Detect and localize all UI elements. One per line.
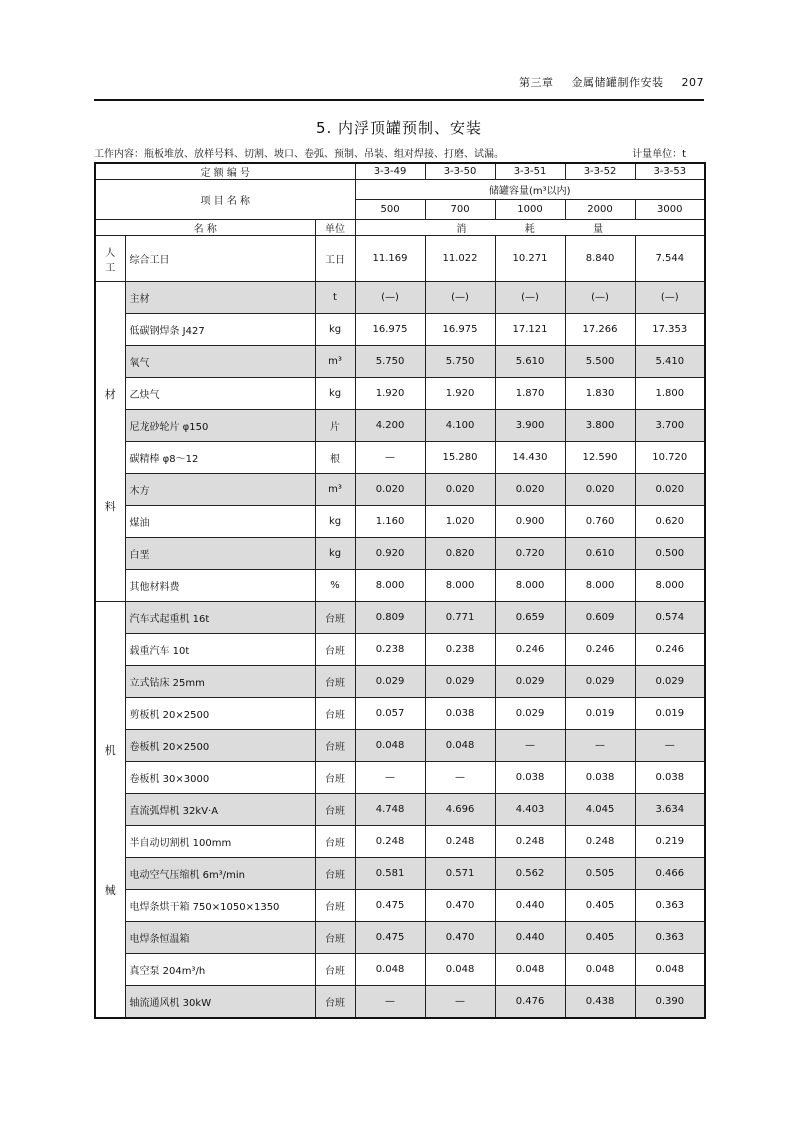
item-value: 5.500	[565, 346, 635, 378]
item-value: 0.020	[425, 474, 495, 506]
item-value: (—)	[495, 282, 565, 314]
material-row	[95, 474, 705, 506]
material-row	[95, 570, 705, 602]
item-value: 4.045	[565, 794, 635, 826]
item-name: 乙炔气	[125, 378, 315, 410]
machinery-row	[95, 698, 705, 730]
item-value: 0.029	[355, 666, 425, 698]
item-value: 0.048	[635, 954, 705, 986]
item-value: 4.200	[355, 410, 425, 442]
item-name: 低碳钢焊条 J427	[125, 314, 315, 346]
labor-value: 11.022	[425, 236, 495, 282]
quota-code: 3-3-50	[425, 163, 495, 180]
labor-value: 8.840	[565, 236, 635, 282]
material-row	[95, 378, 705, 410]
item-unit: 台班	[315, 858, 355, 890]
item-value: 0.363	[635, 890, 705, 922]
item-value: (—)	[425, 282, 495, 314]
item-value: 1.920	[355, 378, 425, 410]
labor-item-name: 综合工日	[125, 236, 315, 282]
item-unit: 台班	[315, 730, 355, 762]
category-char: 材	[104, 388, 116, 401]
consumption-char: 耗	[524, 224, 535, 235]
item-unit: 台班	[315, 922, 355, 954]
item-value: 0.048	[425, 954, 495, 986]
item-value: 0.440	[495, 922, 565, 954]
item-value: 5.750	[425, 346, 495, 378]
item-name: 电动空气压缩机 6m³/min	[125, 858, 315, 890]
item-value: —	[635, 730, 705, 762]
item-value: 0.620	[635, 506, 705, 538]
item-unit: 台班	[315, 762, 355, 794]
item-value: 0.019	[635, 698, 705, 730]
machinery-row	[95, 858, 705, 890]
material-row	[95, 538, 705, 570]
item-value: 3.800	[565, 410, 635, 442]
header-rule	[94, 99, 704, 101]
item-value: 3.700	[635, 410, 705, 442]
item-value: 0.020	[495, 474, 565, 506]
machinery-category	[95, 602, 125, 1019]
item-value: 0.248	[495, 826, 565, 858]
machinery-row	[95, 794, 705, 826]
item-value: —	[565, 730, 635, 762]
item-value: 0.405	[565, 922, 635, 954]
item-value: 0.038	[565, 762, 635, 794]
capacity-value: 700	[425, 200, 495, 220]
item-value: 0.029	[495, 698, 565, 730]
item-value: 0.048	[495, 954, 565, 986]
item-value: 0.720	[495, 538, 565, 570]
item-value: 0.470	[425, 890, 495, 922]
capacity-value: 500	[355, 200, 425, 220]
item-value: 0.771	[425, 602, 495, 634]
item-unit: 台班	[315, 954, 355, 986]
item-value: (—)	[355, 282, 425, 314]
item-unit: 台班	[315, 986, 355, 1019]
item-value: 0.920	[355, 538, 425, 570]
item-value: 4.748	[355, 794, 425, 826]
item-value: 1.830	[565, 378, 635, 410]
item-value: 4.100	[425, 410, 495, 442]
item-name: 电焊条恒温箱	[125, 922, 315, 954]
item-value: 0.476	[495, 986, 565, 1019]
item-value: 8.000	[635, 570, 705, 602]
item-value: 0.248	[565, 826, 635, 858]
item-unit: 根	[315, 442, 355, 474]
item-value: 0.238	[355, 634, 425, 666]
item-value: 0.562	[495, 858, 565, 890]
item-value: 15.280	[425, 442, 495, 474]
item-name: 轴流通风机 30kW	[125, 986, 315, 1019]
item-unit: 台班	[315, 794, 355, 826]
item-value: 1.160	[355, 506, 425, 538]
item-value: 0.581	[355, 858, 425, 890]
item-name-label: 项 目 名 称	[95, 180, 355, 220]
category-char: 械	[104, 884, 116, 897]
machinery-row	[95, 762, 705, 794]
item-value: 12.590	[565, 442, 635, 474]
item-value: 0.238	[425, 634, 495, 666]
machinery-row	[95, 602, 705, 634]
item-value: 0.048	[425, 730, 495, 762]
item-value: 1.800	[635, 378, 705, 410]
item-value: —	[355, 442, 425, 474]
machinery-row	[95, 890, 705, 922]
quota-code-label: 定 额 编 号	[95, 163, 355, 180]
name-column-header: 名 称	[95, 220, 315, 236]
category-char: 机	[104, 744, 116, 757]
item-value: 3.634	[635, 794, 705, 826]
item-value: 0.020	[635, 474, 705, 506]
item-value: 5.410	[635, 346, 705, 378]
item-value: 5.610	[495, 346, 565, 378]
item-value: 0.029	[635, 666, 705, 698]
item-value: 0.500	[635, 538, 705, 570]
item-value: 0.048	[355, 730, 425, 762]
item-unit: %	[315, 570, 355, 602]
item-unit: kg	[315, 506, 355, 538]
item-value: 0.048	[565, 954, 635, 986]
capacity-value: 3000	[635, 200, 705, 220]
labor-value: 7.544	[635, 236, 705, 282]
item-unit: m³	[315, 346, 355, 378]
item-value: 0.809	[355, 602, 425, 634]
item-value: 1.920	[425, 378, 495, 410]
quota-code: 3-3-49	[355, 163, 425, 180]
item-name: 碳精棒 φ8～12	[125, 442, 315, 474]
item-name: 半自动切割机 100mm	[125, 826, 315, 858]
labor-value: 10.271	[495, 236, 565, 282]
material-row	[95, 506, 705, 538]
item-value: 5.750	[355, 346, 425, 378]
item-name: 主材	[125, 282, 315, 314]
item-value: 0.219	[635, 826, 705, 858]
quota-code: 3-3-51	[495, 163, 565, 180]
machinery-row	[95, 634, 705, 666]
item-value: 0.029	[495, 666, 565, 698]
item-name: 真空泵 204m³/h	[125, 954, 315, 986]
item-name: 直流弧焊机 32kV·A	[125, 794, 315, 826]
item-value: 0.440	[495, 890, 565, 922]
item-value: 16.975	[425, 314, 495, 346]
item-value: 16.975	[355, 314, 425, 346]
item-value: 0.248	[425, 826, 495, 858]
item-value: 17.353	[635, 314, 705, 346]
item-name: 煤油	[125, 506, 315, 538]
item-value: 8.000	[495, 570, 565, 602]
quota-code: 3-3-53	[635, 163, 705, 180]
item-value: 10.720	[635, 442, 705, 474]
material-category	[95, 282, 125, 602]
category-char: 料	[104, 500, 116, 513]
material-row	[95, 442, 705, 474]
item-value: 0.475	[355, 890, 425, 922]
consumption-char: 量	[593, 224, 604, 235]
work-content: 工作内容：瓶板堆放、放样号料、切割、坡口、卷弧、预制、吊装、组对焊接、打磨、试漏。	[94, 149, 504, 160]
item-value: (—)	[635, 282, 705, 314]
item-value: 14.430	[495, 442, 565, 474]
unit-column-header: 单位	[315, 220, 355, 236]
item-name: 其他材料费	[125, 570, 315, 602]
item-unit: t	[315, 282, 355, 314]
measurement-unit: 计量单位：t	[632, 149, 686, 160]
item-name: 卷板机 20×2500	[125, 730, 315, 762]
item-value: 17.121	[495, 314, 565, 346]
page-number: 207	[681, 76, 704, 89]
item-value: 0.057	[355, 698, 425, 730]
item-name: 剪板机 20×2500	[125, 698, 315, 730]
work-content-line	[94, 145, 704, 159]
item-unit: m³	[315, 474, 355, 506]
material-row	[95, 314, 705, 346]
item-value: 0.020	[355, 474, 425, 506]
machinery-row	[95, 922, 705, 954]
item-value: —	[425, 762, 495, 794]
capacity-value: 1000	[495, 200, 565, 220]
item-value: (—)	[565, 282, 635, 314]
chapter-title: 金属储罐制作安装	[571, 76, 664, 89]
item-unit: 片	[315, 410, 355, 442]
chapter-number: 第三章	[519, 76, 554, 89]
item-value: 0.363	[635, 922, 705, 954]
item-value: 0.610	[565, 538, 635, 570]
item-unit: kg	[315, 314, 355, 346]
item-value: 0.248	[355, 826, 425, 858]
material-row	[95, 410, 705, 442]
item-unit: 台班	[315, 666, 355, 698]
consumption-header	[355, 220, 705, 236]
item-unit: 台班	[315, 602, 355, 634]
item-value: 0.246	[635, 634, 705, 666]
item-value: —	[355, 762, 425, 794]
item-value: 0.505	[565, 858, 635, 890]
item-value: 0.029	[425, 666, 495, 698]
consumption-char: 消	[456, 224, 467, 235]
item-value: 0.246	[565, 634, 635, 666]
item-value: 0.574	[635, 602, 705, 634]
item-value: 0.571	[425, 858, 495, 890]
quota-table	[94, 162, 706, 1019]
item-value: 0.038	[635, 762, 705, 794]
machinery-row	[95, 730, 705, 762]
labor-unit: 工日	[315, 236, 355, 282]
item-value: 3.900	[495, 410, 565, 442]
labor-category: 人工	[95, 236, 125, 282]
item-value: 0.029	[565, 666, 635, 698]
item-value: 0.019	[565, 698, 635, 730]
running-header	[94, 74, 704, 92]
machinery-row	[95, 954, 705, 986]
machinery-row	[95, 986, 705, 1019]
quota-code: 3-3-52	[565, 163, 635, 180]
item-value: 0.020	[565, 474, 635, 506]
capacity-label: 储罐容量(m³以内)	[355, 180, 705, 200]
item-unit: 台班	[315, 890, 355, 922]
item-value: 0.900	[495, 506, 565, 538]
item-unit: 台班	[315, 698, 355, 730]
item-name: 氧气	[125, 346, 315, 378]
item-value: 0.246	[495, 634, 565, 666]
item-unit: 台班	[315, 634, 355, 666]
item-value: 0.038	[495, 762, 565, 794]
item-value: 0.390	[635, 986, 705, 1019]
item-value: 4.696	[425, 794, 495, 826]
item-value: 0.048	[355, 954, 425, 986]
item-value: 0.475	[355, 922, 425, 954]
item-name: 木方	[125, 474, 315, 506]
item-unit: kg	[315, 378, 355, 410]
item-value: 8.000	[425, 570, 495, 602]
item-value: 17.266	[565, 314, 635, 346]
material-row	[95, 346, 705, 378]
item-value: 0.470	[425, 922, 495, 954]
item-name: 卷板机 30×3000	[125, 762, 315, 794]
item-unit: kg	[315, 538, 355, 570]
material-row	[95, 282, 705, 314]
item-name: 立式钻床 25mm	[125, 666, 315, 698]
item-value: 0.820	[425, 538, 495, 570]
item-value: —	[355, 986, 425, 1019]
item-value: 0.609	[565, 602, 635, 634]
machinery-row	[95, 826, 705, 858]
item-value: 0.760	[565, 506, 635, 538]
item-unit: 台班	[315, 826, 355, 858]
labor-value: 11.169	[355, 236, 425, 282]
item-name: 电焊条烘干箱 750×1050×1350	[125, 890, 315, 922]
item-value: 8.000	[565, 570, 635, 602]
item-value: 0.405	[565, 890, 635, 922]
item-name: 尼龙砂轮片 φ150	[125, 410, 315, 442]
item-name: 白垩	[125, 538, 315, 570]
capacity-value: 2000	[565, 200, 635, 220]
item-value: 0.038	[425, 698, 495, 730]
item-name: 载重汽车 10t	[125, 634, 315, 666]
machinery-row	[95, 666, 705, 698]
item-value: 0.438	[565, 986, 635, 1019]
item-value: 8.000	[355, 570, 425, 602]
item-value: 1.020	[425, 506, 495, 538]
item-value: —	[425, 986, 495, 1019]
item-value: 4.403	[495, 794, 565, 826]
section-title: 5. 内浮顶罐预制、安装	[315, 119, 483, 137]
item-value: 0.466	[635, 858, 705, 890]
item-value: 0.659	[495, 602, 565, 634]
item-value: —	[495, 730, 565, 762]
item-value: 1.870	[495, 378, 565, 410]
item-name: 汽车式起重机 16t	[125, 602, 315, 634]
